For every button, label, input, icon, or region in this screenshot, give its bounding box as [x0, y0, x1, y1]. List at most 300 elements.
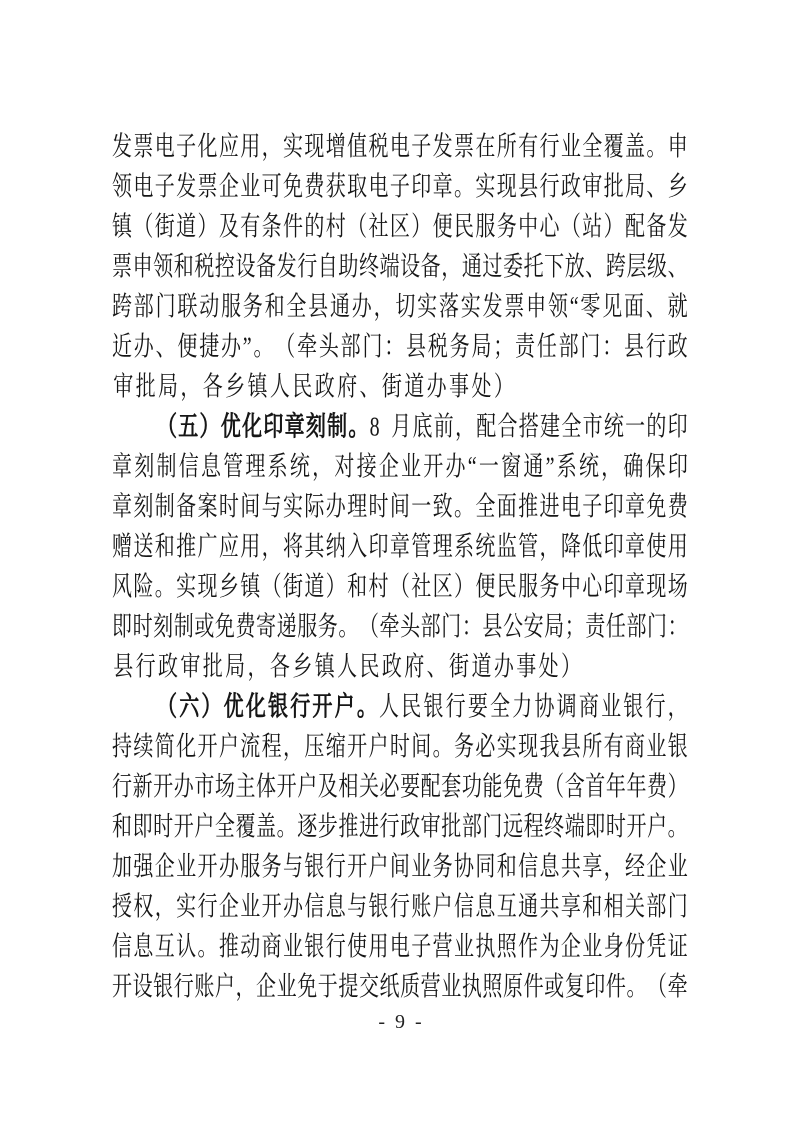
character: 开 — [173, 812, 194, 843]
character: 行 — [297, 252, 318, 283]
character: 刻 — [134, 452, 155, 483]
character: 面 — [496, 492, 517, 523]
character: 开 — [197, 852, 218, 883]
character: 管 — [411, 532, 432, 563]
character: （ — [157, 692, 177, 723]
character: 月 — [391, 412, 412, 443]
character: 配 — [476, 412, 497, 443]
character: ： — [384, 332, 405, 363]
text-line — [112, 968, 688, 1008]
character: 行 — [173, 972, 194, 1003]
character: 业 — [240, 892, 261, 923]
character: 同 — [475, 852, 496, 883]
character: 办 — [426, 372, 447, 403]
character: 政 — [157, 652, 178, 683]
character: 证 — [667, 932, 688, 963]
character: 时 — [218, 492, 239, 523]
character: 行 — [290, 692, 311, 723]
character: 进 — [358, 812, 379, 843]
character: 其 — [304, 532, 325, 563]
character: 取 — [347, 172, 368, 203]
character: 务 — [242, 292, 263, 323]
text-line — [112, 928, 688, 968]
character: 申 — [526, 292, 547, 323]
character: ， — [154, 892, 175, 923]
character: 互 — [154, 932, 175, 963]
character: 银 — [153, 972, 174, 1003]
character: 所 — [582, 732, 603, 763]
character: 办 — [133, 332, 154, 363]
character: 镇 — [247, 372, 268, 403]
character: 服 — [518, 572, 539, 603]
character: 企 — [560, 932, 581, 963]
character: 部 — [420, 612, 441, 643]
character: 企 — [154, 852, 175, 883]
character: 险 — [133, 572, 154, 603]
character: 关 — [358, 772, 379, 803]
character: ： — [667, 612, 688, 643]
character: 制 — [327, 412, 348, 443]
character: 。 — [338, 612, 359, 643]
character: 道 — [471, 652, 492, 683]
page-number: - 9 - — [378, 1011, 422, 1033]
character: 县 — [624, 332, 645, 363]
character: 企 — [378, 452, 399, 483]
character: 控 — [214, 252, 235, 283]
character: 用 — [368, 932, 389, 963]
character: 权 — [133, 892, 154, 923]
character: 刻 — [153, 612, 174, 643]
character: 局 — [471, 332, 492, 363]
character: 续 — [133, 732, 154, 763]
character: 照 — [496, 932, 517, 963]
character: ） — [561, 652, 581, 683]
character: 际 — [304, 492, 325, 523]
character: 级 — [647, 252, 668, 283]
character: 和 — [154, 532, 175, 563]
character: 执 — [475, 932, 496, 963]
character: 审 — [420, 812, 441, 843]
character: 服 — [220, 292, 241, 323]
character: 局 — [225, 652, 246, 683]
character: 电 — [368, 172, 389, 203]
character: 政 — [400, 812, 421, 843]
character: 乡 — [667, 172, 688, 203]
character: ， — [283, 732, 303, 763]
character: （ — [389, 572, 410, 603]
character: 套 — [441, 772, 462, 803]
character: ： — [602, 332, 623, 363]
character: 政 — [667, 332, 688, 363]
character: 全 — [561, 412, 582, 443]
character: 任 — [536, 332, 557, 363]
character: 确 — [623, 452, 644, 483]
character: 印 — [603, 492, 624, 523]
character: 局 — [544, 612, 565, 643]
character: 终 — [358, 252, 379, 283]
character: 简 — [154, 732, 175, 763]
character: 复 — [564, 972, 585, 1003]
character: 电 — [560, 492, 581, 523]
character: 牵 — [297, 332, 318, 363]
character: 税 — [368, 132, 389, 163]
character: 逐 — [297, 812, 318, 843]
character: 必 — [475, 732, 496, 763]
character: 。 — [454, 172, 474, 203]
character: 开 — [197, 732, 218, 763]
character: ， — [539, 532, 560, 563]
character: 助 — [338, 252, 359, 283]
character: ） — [603, 212, 624, 243]
character: 终 — [544, 812, 565, 843]
text-line — [112, 728, 688, 768]
character: 功 — [461, 772, 482, 803]
character: 推 — [518, 492, 539, 523]
character: 化 — [242, 412, 263, 443]
character: 责 — [585, 612, 606, 643]
character: 落 — [438, 292, 459, 323]
character: 信 — [304, 892, 325, 923]
character: 件 — [523, 972, 544, 1003]
character: 制 — [156, 452, 177, 483]
character: 府 — [404, 652, 425, 683]
character: 行 — [325, 852, 346, 883]
character: ， — [235, 972, 256, 1003]
character: 对 — [334, 452, 355, 483]
character: 或 — [194, 612, 215, 643]
character: 系 — [454, 532, 474, 563]
character: 和 — [496, 852, 517, 883]
character: 子 — [411, 132, 432, 163]
character: 章 — [625, 492, 645, 523]
character: 、 — [426, 652, 447, 683]
character: 章 — [625, 532, 645, 563]
character: 切 — [395, 292, 416, 323]
character: 刻 — [133, 492, 154, 523]
character: 行 — [645, 692, 666, 723]
character: 相 — [603, 892, 624, 923]
character: 通 — [523, 452, 544, 483]
character: 照 — [482, 972, 503, 1003]
character: 保 — [645, 452, 666, 483]
character: 头 — [400, 612, 421, 643]
text-line — [112, 488, 688, 528]
character: 使 — [646, 532, 667, 563]
character: 章 — [432, 172, 453, 203]
character: 免 — [646, 492, 667, 523]
character: 行 — [539, 172, 560, 203]
character: 制 — [173, 612, 194, 643]
character: 时 — [153, 812, 174, 843]
character: 信 — [454, 892, 474, 923]
character: 能 — [482, 772, 503, 803]
character: 强 — [133, 852, 154, 883]
character: ， — [261, 132, 282, 163]
character: 部 — [626, 612, 647, 643]
character: 有 — [240, 212, 261, 243]
character: 息 — [325, 892, 346, 923]
character: 备 — [420, 252, 441, 283]
character: 办 — [173, 772, 194, 803]
character: 的 — [304, 212, 325, 243]
character: 寄 — [256, 612, 277, 643]
character: 银 — [368, 892, 389, 923]
character: 应 — [218, 532, 239, 563]
character: 务 — [261, 852, 282, 883]
character: 领 — [112, 172, 132, 203]
character: 安 — [523, 612, 544, 643]
character: 降 — [560, 532, 581, 563]
character: ” — [545, 452, 555, 483]
character: 社 — [411, 572, 432, 603]
character: 有 — [518, 132, 539, 163]
character: 民 — [359, 652, 380, 683]
character: 实 — [283, 132, 303, 163]
text-line — [112, 768, 688, 808]
character: 将 — [283, 532, 303, 563]
character: 村 — [325, 212, 346, 243]
character: 备 — [176, 492, 197, 523]
character: 原 — [502, 972, 523, 1003]
character: 街 — [283, 572, 303, 603]
character: 办 — [220, 332, 241, 363]
character: 户 — [297, 772, 318, 803]
text-line — [112, 688, 688, 728]
character: 行 — [445, 692, 466, 723]
character: 免 — [502, 772, 523, 803]
character: 心 — [582, 572, 603, 603]
character: 业 — [646, 732, 667, 763]
character: 合 — [497, 412, 518, 443]
character: 必 — [379, 772, 400, 803]
character: 共 — [560, 852, 581, 883]
character: 票 — [133, 132, 154, 163]
character: 低 — [582, 532, 603, 563]
character: 印 — [263, 412, 284, 443]
character: 门 — [362, 332, 383, 363]
character: 企 — [218, 172, 239, 203]
character: 章 — [389, 532, 410, 563]
character: 区 — [432, 572, 453, 603]
character: 托 — [523, 252, 544, 283]
character: 理 — [432, 532, 453, 563]
character: 批 — [135, 372, 156, 403]
text-line — [112, 168, 688, 208]
character: 化 — [176, 732, 197, 763]
character: 门 — [441, 612, 462, 643]
character: 处 — [538, 652, 559, 683]
character: 享 — [560, 892, 581, 923]
character: 民 — [401, 692, 422, 723]
character: 制 — [154, 492, 175, 523]
character: 人 — [379, 692, 400, 723]
character: 实 — [460, 292, 481, 323]
character: 和 — [264, 292, 285, 323]
character: 业 — [401, 452, 422, 483]
character: 各 — [269, 652, 290, 683]
character: 行 — [389, 892, 410, 923]
character: 社 — [368, 212, 389, 243]
character: 、 — [646, 172, 667, 203]
character: 及 — [218, 212, 239, 243]
character: 统 — [475, 532, 496, 563]
character: 印 — [585, 972, 606, 1003]
character: 业 — [667, 852, 688, 883]
character: 场 — [667, 572, 688, 603]
character: 牵 — [379, 612, 400, 643]
character: 风 — [112, 572, 132, 603]
character: 镇 — [112, 212, 132, 243]
character: 企 — [256, 972, 277, 1003]
character: 行 — [645, 332, 666, 363]
character: 用 — [240, 132, 261, 163]
text-line — [112, 808, 688, 848]
character: ） — [493, 372, 514, 403]
character: 可 — [261, 172, 282, 203]
character: 道 — [304, 572, 325, 603]
character: 开 — [312, 692, 333, 723]
character: 体 — [256, 772, 277, 803]
character: ” — [242, 332, 252, 363]
character: 含 — [564, 772, 585, 803]
character: 力 — [512, 692, 533, 723]
character: 实 — [176, 572, 197, 603]
character: 通 — [329, 292, 350, 323]
character: 理 — [347, 492, 368, 523]
character: 纳 — [325, 532, 346, 563]
character: 六 — [179, 692, 200, 723]
character — [381, 414, 390, 441]
character: 化 — [197, 132, 218, 163]
character: ） — [411, 212, 432, 243]
character: 户 — [214, 972, 235, 1003]
character: 交 — [358, 972, 379, 1003]
character: （ — [157, 412, 177, 443]
character: 票 — [112, 252, 132, 283]
character: 票 — [454, 132, 474, 163]
character: 使 — [347, 932, 368, 963]
character: 业 — [240, 172, 261, 203]
character: 过 — [482, 252, 503, 283]
character: （ — [347, 212, 368, 243]
character: 业 — [441, 972, 462, 1003]
character: ； — [493, 332, 514, 363]
character: 市 — [582, 412, 603, 443]
character: 及 — [317, 772, 338, 803]
character: 捷 — [199, 332, 220, 363]
character: 审 — [582, 172, 603, 203]
character: 办 — [493, 652, 514, 683]
character: 用 — [667, 532, 688, 563]
character: 费 — [647, 772, 668, 803]
character: 费 — [235, 612, 256, 643]
character: 面 — [624, 292, 645, 323]
character: 管 — [518, 532, 539, 563]
character: 一 — [478, 452, 499, 483]
character: 实 — [176, 892, 197, 923]
character: 银 — [304, 852, 325, 883]
character: 即 — [132, 812, 153, 843]
character: 人 — [269, 372, 290, 403]
character: 端 — [564, 812, 585, 843]
character: 备 — [646, 212, 667, 243]
character: （ — [275, 332, 296, 363]
character: 。 — [197, 932, 218, 963]
character: 息 — [200, 452, 221, 483]
character: 商 — [261, 932, 282, 963]
character: 的 — [646, 412, 667, 443]
character: 配 — [420, 772, 441, 803]
character: 与 — [283, 852, 303, 883]
character: 局 — [625, 172, 645, 203]
character: 息 — [133, 932, 154, 963]
character: 发 — [667, 212, 688, 243]
character: 业 — [411, 852, 432, 883]
character: 经 — [625, 852, 645, 883]
character: 步 — [317, 812, 338, 843]
character: 盖 — [256, 812, 277, 843]
character: ： — [461, 612, 482, 643]
character: 系 — [267, 452, 288, 483]
character: 部 — [340, 332, 361, 363]
character: 增 — [325, 132, 346, 163]
character: 案 — [197, 492, 218, 523]
character: 章 — [284, 412, 305, 443]
character: 现 — [304, 132, 325, 163]
text-line — [112, 208, 688, 248]
character: 间 — [411, 732, 432, 763]
character: 服 — [297, 612, 318, 643]
character: 户 — [432, 892, 453, 923]
character: 业 — [283, 932, 303, 963]
character: 相 — [338, 772, 359, 803]
character: 年 — [626, 772, 647, 803]
character: 发 — [176, 172, 197, 203]
character: 和 — [582, 892, 603, 923]
character: 门 — [667, 892, 688, 923]
character: 道 — [404, 372, 425, 403]
character: 营 — [420, 972, 441, 1003]
character: 刻 — [305, 412, 326, 443]
character: 实 — [475, 172, 496, 203]
character: 优 — [220, 412, 241, 443]
character: 局 — [157, 372, 178, 403]
character: 就 — [667, 292, 688, 323]
text-line — [112, 368, 688, 408]
character: 道 — [176, 212, 197, 243]
character: 和 — [347, 572, 368, 603]
character: 身 — [603, 932, 624, 963]
character: 一 — [625, 412, 646, 443]
character: 享 — [582, 852, 603, 883]
character: 主 — [235, 772, 256, 803]
character: 企 — [218, 892, 239, 923]
character: 行 — [135, 652, 156, 683]
character: 时 — [132, 612, 153, 643]
character: 批 — [603, 172, 624, 203]
character: 章 — [112, 492, 132, 523]
character: 部 — [461, 812, 482, 843]
character: 流 — [240, 732, 261, 763]
character: 推 — [176, 532, 197, 563]
character: 开 — [347, 852, 368, 883]
character: 和 — [173, 252, 194, 283]
character: 通 — [461, 252, 482, 283]
character: 印 — [667, 412, 688, 443]
character: 申 — [667, 132, 688, 163]
character: 民 — [496, 572, 517, 603]
character: 子 — [389, 172, 410, 203]
